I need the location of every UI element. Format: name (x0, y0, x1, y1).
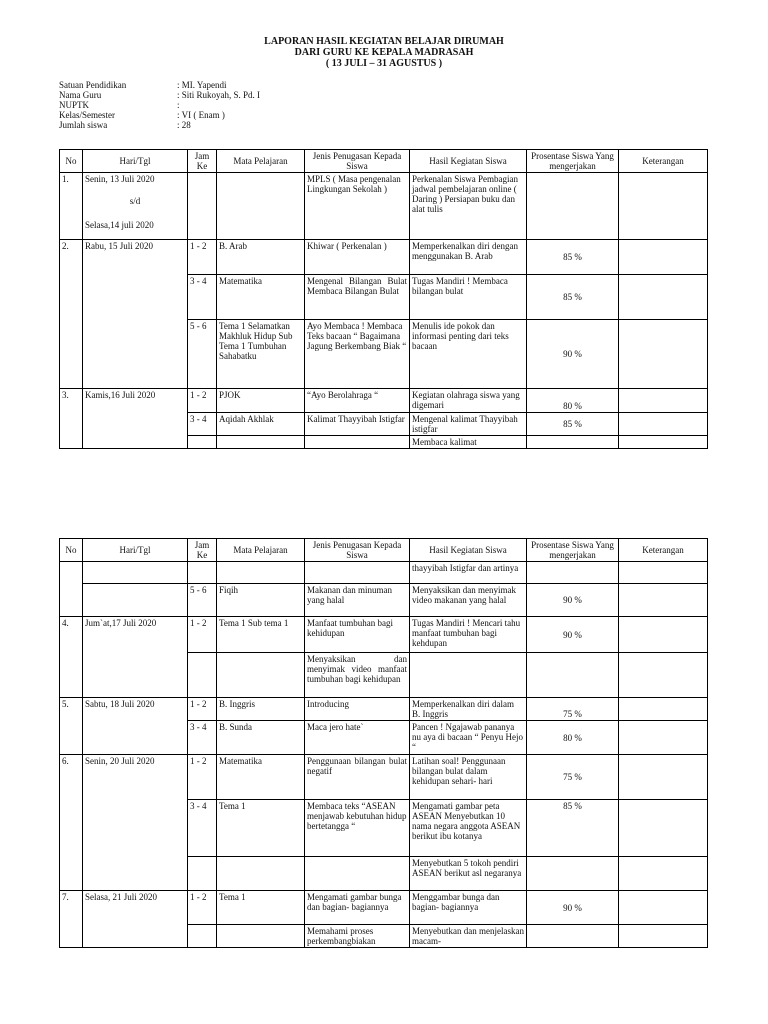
jenis-cell: “Ayo Berolahraga “ (305, 389, 410, 413)
mapel-cell: PJOK (217, 389, 305, 413)
jam-cell (188, 562, 217, 584)
ket-cell (619, 413, 708, 436)
pct-cell (527, 562, 619, 584)
info-label: Jumlah siswa (59, 120, 108, 130)
hasil-cell: Mengamati gambar peta ASEAN Menyebutkan 10 nama negara anggota ASEAN berikut ibu kotanya (410, 800, 527, 857)
row-no (60, 562, 83, 617)
info-value: : Siti Rukoyah, S. Pd. I (177, 90, 261, 100)
row-no: 1. (60, 173, 83, 240)
ket-cell (619, 617, 708, 653)
col-jenis: Jenis Penugasan Kepada Siswa (305, 150, 410, 173)
col-hari: Hari/Tgl (83, 539, 188, 562)
info-row (59, 110, 260, 120)
jam-cell: 1 - 2 (188, 891, 217, 925)
info-value: : VI ( Enam ) (177, 110, 225, 120)
col-prosentase: Prosentase Siswa Yang mengerjakan (527, 539, 619, 562)
jam-cell: 1 - 2 (188, 698, 217, 721)
jenis-cell: Kalimat Thayyibah Istigfar (305, 413, 410, 436)
mapel-cell (217, 436, 305, 449)
pct-cell: 90 % (527, 584, 619, 617)
hasil-cell: Memperkenalkan diri dalam B. Inggris (410, 698, 527, 721)
col-jenis: Jenis Penugasan Kepada Siswa (305, 539, 410, 562)
jenis-cell: MPLS ( Masa pengenalan Lingkungan Sekolah ) (305, 173, 410, 240)
jenis-cell (305, 857, 410, 891)
jenis-cell: Menyaksikan dan menyimak video manfaat tumbuhan bagi kehidupan (305, 653, 410, 698)
hasil-cell: Tugas Mandiri ! Mencari tahu manfaat tumbuhan bagi kehdupan (410, 617, 527, 653)
pct-cell (527, 653, 619, 698)
hasil-cell: Perkenalan Siswa Pembagian jadwal pembelajaran online ( Daring ) Persiapan buku dan alat tulis (410, 173, 527, 240)
jenis-cell: Khiwar ( Perkenalan ) (305, 240, 410, 275)
ket-cell (619, 653, 708, 698)
pct-cell: 75 % (527, 698, 619, 721)
jam-cell: 1 - 2 (188, 755, 217, 800)
jam-cell: 3 - 4 (188, 721, 217, 755)
table-row (60, 755, 708, 800)
date-sd: s/d (129, 196, 141, 206)
ket-cell (619, 925, 708, 948)
mapel-cell: B. Sunda (217, 721, 305, 755)
hasil-cell: thayyibah Istigfar dan artinya (410, 562, 527, 584)
date-end: Selasa,14 juli 2020 (85, 220, 154, 230)
jam-cell (188, 173, 217, 240)
jenis-cell: Ayo Membaca ! Membaca Teks bacaan “ Bagaimana Jagung Berkembang Biak “ (305, 320, 410, 389)
hasil-cell: Menulis ide pokok dan informasi penting dari teks bacaan (410, 320, 527, 389)
table-header (60, 539, 708, 562)
jenis-cell: Memahami proses perkembangbiakan (305, 925, 410, 948)
info-label: Nama Guru (59, 90, 102, 100)
pct-cell (527, 925, 619, 948)
mapel-cell (217, 562, 305, 584)
hasil-cell: Membaca kalimat (410, 436, 527, 449)
pct-cell: 85 % (527, 240, 619, 275)
mapel-cell: Tema 1 Selamatkan Makhluk Hidup Sub Tema 1 Tumbuhan Sahabatku (217, 320, 305, 389)
mapel-cell (217, 857, 305, 891)
mapel-cell: Matematika (217, 755, 305, 800)
jam-cell (188, 857, 217, 891)
col-jam: Jam Ke (188, 150, 217, 173)
ket-cell (619, 721, 708, 755)
report-table-page2 (59, 538, 708, 948)
hasil-cell: Menyebutkan dan menjelaskan macam- (410, 925, 527, 948)
jam-cell: 1 - 2 (188, 240, 217, 275)
info-label: NUPTK (59, 100, 90, 110)
info-label: Satuan Pendidikan (59, 80, 127, 90)
info-value: : (177, 100, 180, 110)
info-label: Kelas/Semester (59, 110, 115, 120)
report-title-line1: LAPORAN HASIL KEGIATAN BELAJAR DIRUMAH (264, 36, 504, 47)
col-jam: Jam Ke (188, 539, 217, 562)
jenis-cell: Penggunaan bilangan bulat negatif (305, 755, 410, 800)
ket-cell (619, 320, 708, 389)
info-row (59, 120, 260, 130)
report-title-line2: DARI GURU KE KEPALA MADRASAH (294, 47, 474, 58)
col-mapel: Mata Pelajaran (217, 150, 305, 173)
ket-cell (619, 891, 708, 925)
jenis-cell: Mengenal Bilangan Bulat Membaca Bilangan Bulat (305, 275, 410, 320)
table-row (60, 240, 708, 275)
ket-cell (619, 584, 708, 617)
pct-cell: 80 % (527, 389, 619, 413)
hasil-cell: Menyaksikan dan menyimak video makanan yang halal (410, 584, 527, 617)
col-mapel: Mata Pelajaran (217, 539, 305, 562)
mapel-cell (217, 173, 305, 240)
ket-cell (619, 562, 708, 584)
col-hari: Hari/Tgl (83, 150, 188, 173)
ket-cell (619, 173, 708, 240)
ket-cell (619, 389, 708, 413)
row-date: Jum`at,17 Juli 2020 (83, 617, 188, 698)
row-date: Rabu, 15 Juli 2020 (83, 240, 188, 389)
row-date (83, 173, 188, 240)
row-no: 7. (60, 891, 83, 948)
table-row (60, 698, 708, 721)
jam-cell: 3 - 4 (188, 275, 217, 320)
row-date: Selasa, 21 Juli 2020 (83, 891, 188, 948)
info-row (59, 90, 260, 100)
hasil-cell: Latihan soal! Penggunaan bilangan bulat dalam kehidupan sehari- hari (410, 755, 527, 800)
hasil-cell: Menyebutkan 5 tokoh pendiri ASEAN berikut asl negaranya (410, 857, 527, 891)
jenis-cell: Manfaat tumbuhan bagi kehidupan (305, 617, 410, 653)
table-row (60, 173, 708, 240)
mapel-cell: Tema 1 (217, 891, 305, 925)
mapel-cell: Aqidah Akhlak (217, 413, 305, 436)
jenis-cell (305, 436, 410, 449)
pct-cell: 85 % (527, 800, 619, 857)
pct-cell: 90 % (527, 891, 619, 925)
row-date (83, 562, 188, 584)
hasil-cell: Pancen ! Ngajawab pananya nu aya di bacaan “ Penyu Hejo “ (410, 721, 527, 755)
row-date: Sabtu, 18 Juli 2020 (83, 698, 188, 755)
jenis-cell: Membaca teks “ASEAN menjawab kebutuhan hidup bertetangga “ (305, 800, 410, 857)
row-no: 3. (60, 389, 83, 449)
jam-cell: 5 - 6 (188, 320, 217, 389)
info-value: : 28 (177, 120, 191, 130)
row-no: 2. (60, 240, 83, 389)
table-row (60, 891, 708, 925)
pct-cell: 80 % (527, 721, 619, 755)
report-title-line3: ( 13 JULI – 31 AGUSTUS ) (325, 58, 443, 69)
mapel-cell (217, 653, 305, 698)
col-prosentase: Prosentase Siswa Yang mengerjakan (527, 150, 619, 173)
mapel-cell: B. Inggris (217, 698, 305, 721)
row-date (83, 584, 188, 617)
teacher-info (59, 80, 260, 130)
row-date: Kamis,16 Juli 2020 (83, 389, 188, 449)
ket-cell (619, 240, 708, 275)
pct-cell: 75 % (527, 755, 619, 800)
ket-cell (619, 698, 708, 721)
jenis-cell: Makanan dan minuman yang halal (305, 584, 410, 617)
hasil-cell: Kegiatan olahraga siswa yang digemari (410, 389, 527, 413)
row-date: Senin, 20 Juli 2020 (83, 755, 188, 891)
row-no: 5. (60, 698, 83, 755)
col-no: No (60, 539, 83, 562)
jam-cell: 1 - 2 (188, 389, 217, 413)
mapel-cell: B. Arab (217, 240, 305, 275)
date-start: Senin, 13 Juli 2020 (85, 174, 155, 184)
pct-cell: 85 % (527, 413, 619, 436)
pct-cell (527, 436, 619, 449)
jam-cell (188, 925, 217, 948)
mapel-cell: Tema 1 Sub tema 1 (217, 617, 305, 653)
pct-cell (527, 173, 619, 240)
report-table-page1 (59, 149, 708, 449)
jenis-cell: Mengamati gambar bunga dan bagian- bagiannya (305, 891, 410, 925)
ket-cell (619, 857, 708, 891)
pct-cell: 85 % (527, 275, 619, 320)
mapel-cell: Fiqih (217, 584, 305, 617)
pct-cell: 90 % (527, 617, 619, 653)
jam-cell: 1 - 2 (188, 617, 217, 653)
table-row (60, 584, 708, 617)
table-row (60, 562, 708, 584)
ket-cell (619, 436, 708, 449)
col-no: No (60, 150, 83, 173)
pct-cell (527, 857, 619, 891)
jenis-cell (305, 562, 410, 584)
info-row (59, 80, 260, 90)
info-value: : MI. Yapendi (177, 80, 227, 90)
mapel-cell (217, 925, 305, 948)
mapel-cell: Tema 1 (217, 800, 305, 857)
hasil-cell (410, 653, 527, 698)
jam-cell: 5 - 6 (188, 584, 217, 617)
col-keterangan: Keterangan (619, 539, 708, 562)
jenis-cell: Introducing (305, 698, 410, 721)
jam-cell (188, 436, 217, 449)
col-hasil: Hasil Kegiatan Siswa (410, 539, 527, 562)
col-hasil: Hasil Kegiatan Siswa (410, 150, 527, 173)
ket-cell (619, 275, 708, 320)
ket-cell (619, 800, 708, 857)
row-no: 4. (60, 617, 83, 698)
jam-cell: 3 - 4 (188, 413, 217, 436)
hasil-cell: Tugas Mandiri ! Membaca bilangan bulat (410, 275, 527, 320)
table-header (60, 150, 708, 173)
mapel-cell: Matematika (217, 275, 305, 320)
info-row (59, 100, 260, 110)
hasil-cell: Mengenal kalimat Thayyibah istigfar (410, 413, 527, 436)
table-row (60, 617, 708, 653)
ket-cell (619, 755, 708, 800)
hasil-cell: Menggambar bunga dan bagian- bagiannya (410, 891, 527, 925)
col-keterangan: Keterangan (619, 150, 708, 173)
jenis-cell: Maca jero hate` (305, 721, 410, 755)
jam-cell: 3 - 4 (188, 800, 217, 857)
jam-cell (188, 653, 217, 698)
table-row (60, 389, 708, 413)
hasil-cell: Memperkenalkan diri dengan menggunakan B. Arab (410, 240, 527, 275)
row-no: 6. (60, 755, 83, 891)
pct-cell: 90 % (527, 320, 619, 389)
